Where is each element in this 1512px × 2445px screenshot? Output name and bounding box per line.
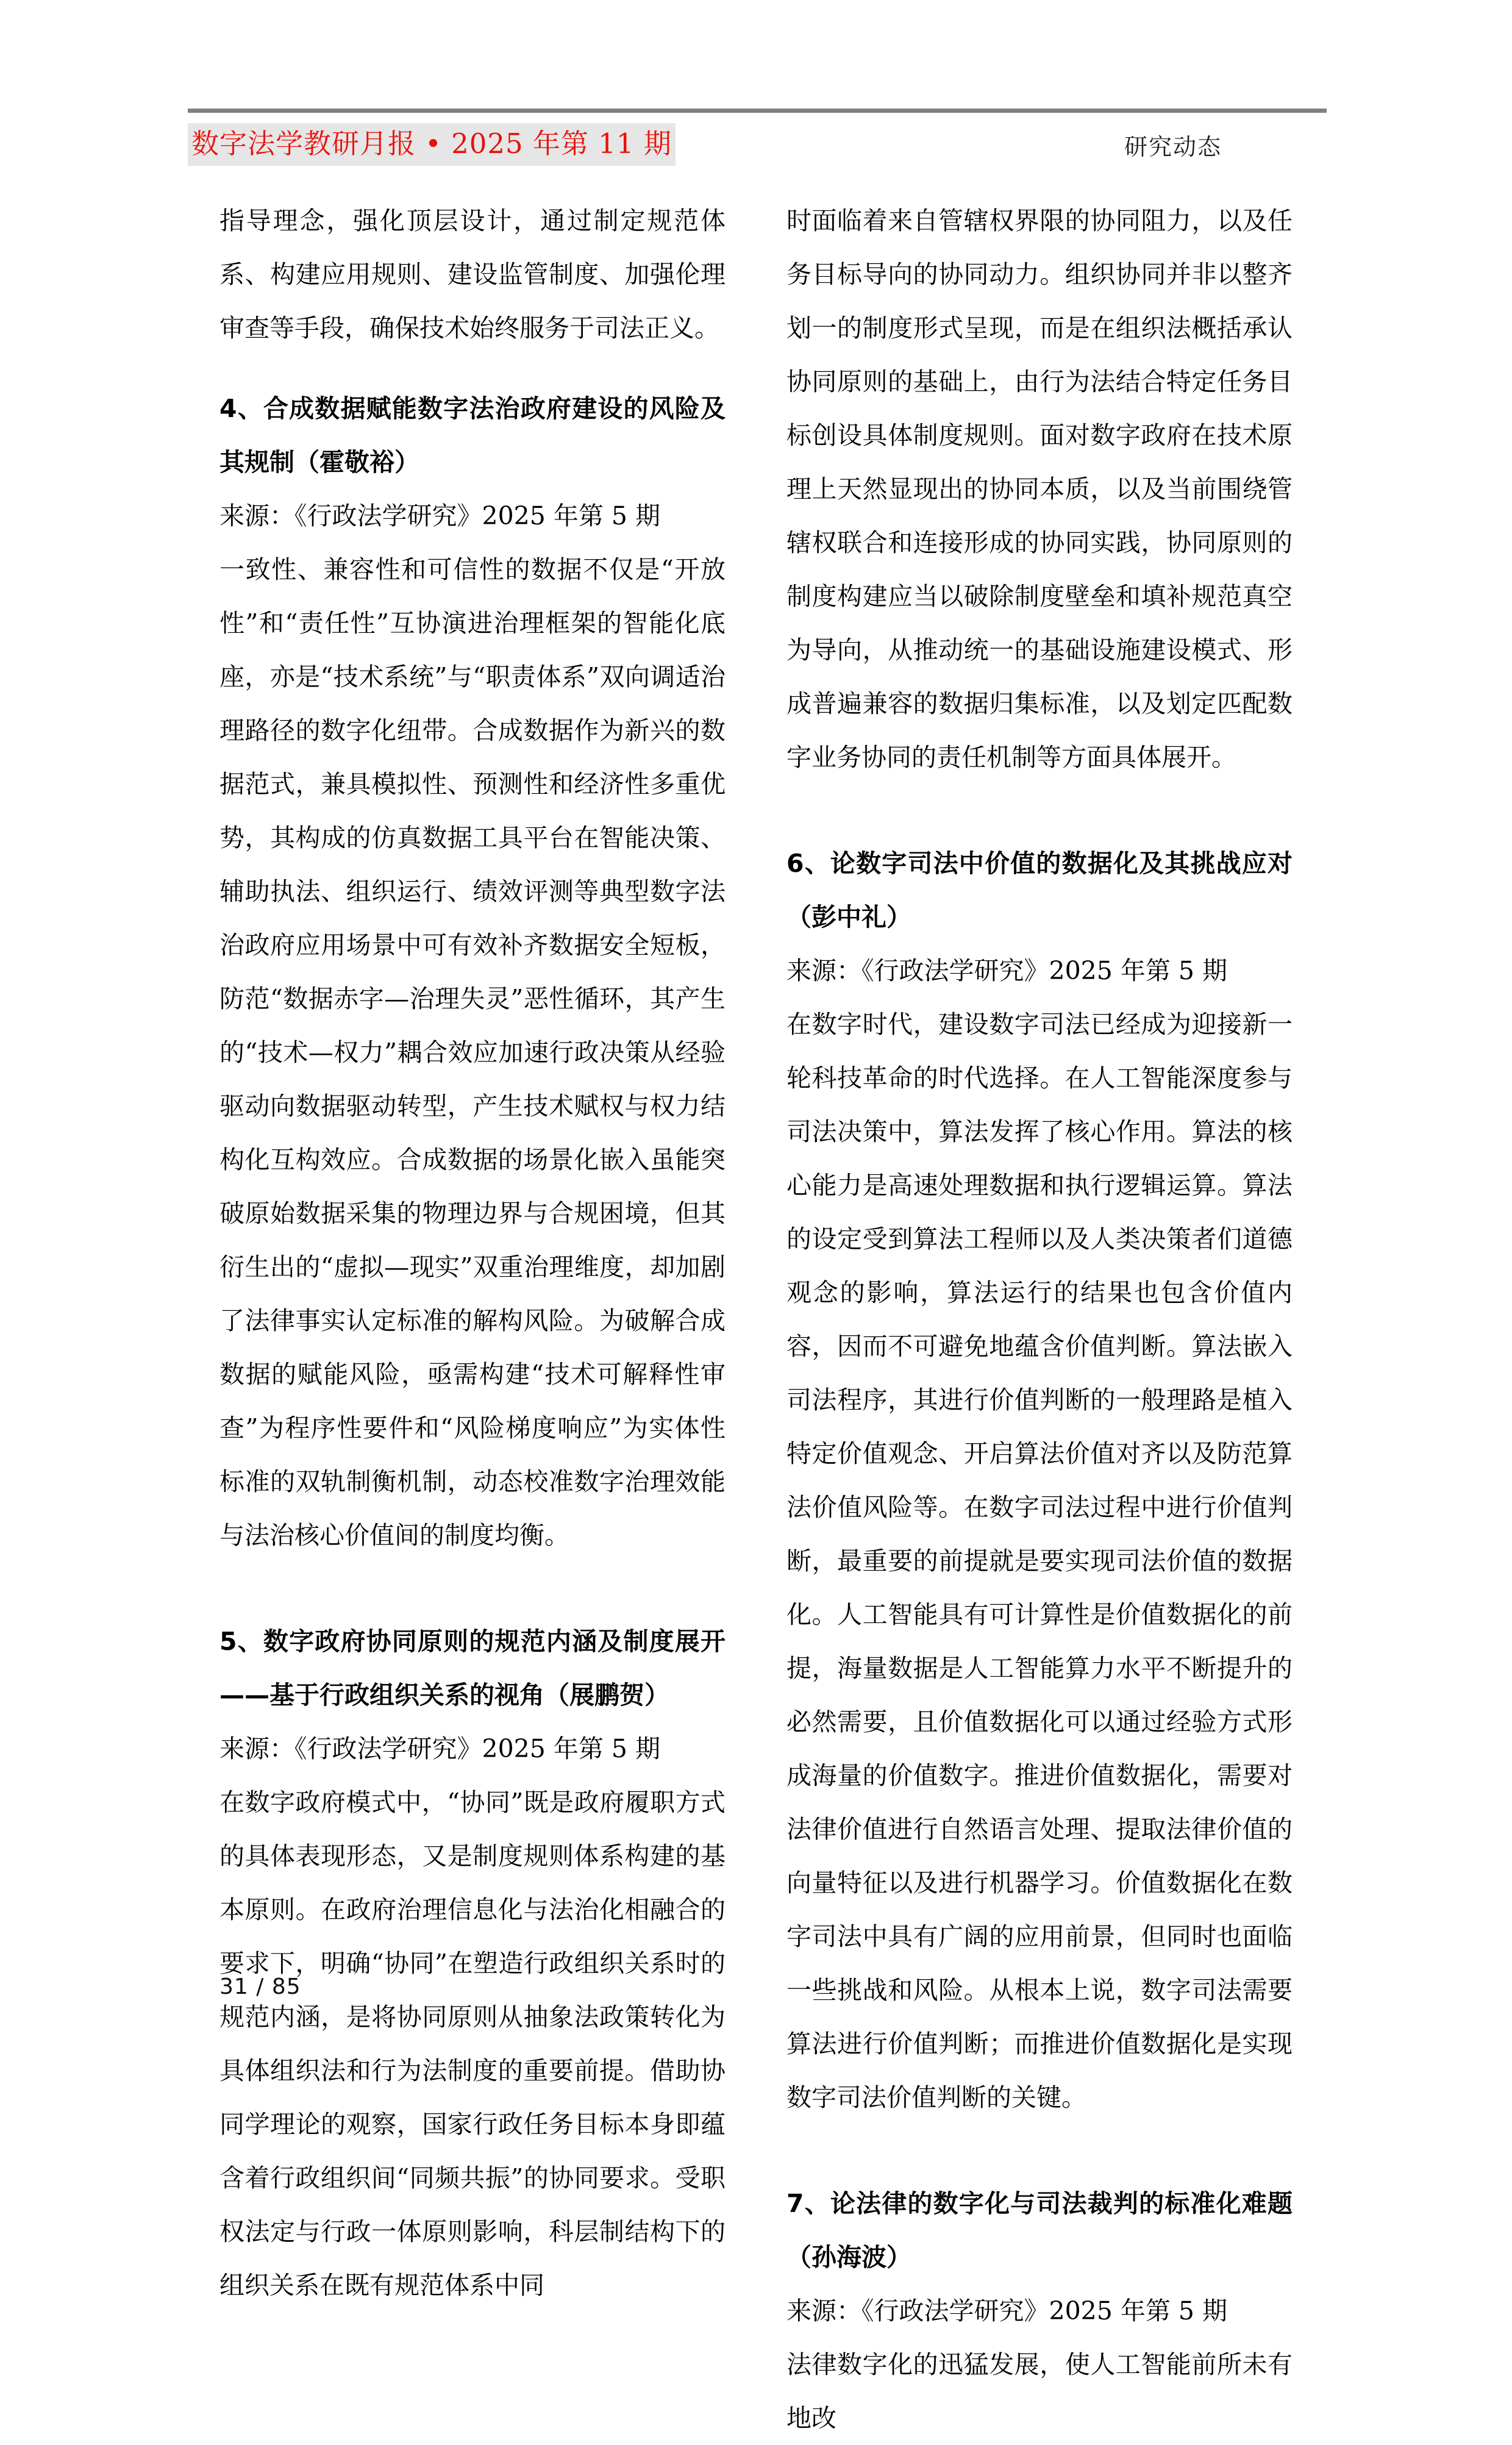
article-abstract-7: 法律数字化的迅猛发展，使人工智能前所未有地改 [786, 2350, 1293, 2433]
paragraph-spacer [219, 355, 726, 382]
section-label: 研究动态 [1124, 133, 1222, 160]
page-number: 31 / 85 [219, 1974, 301, 1999]
article-abstract-5: 在数字政府模式中，“协同”既是政府履职方式的具体表现形态，又是制度规则体系构建的基本原则。在政府治理信息化与法治化相融合的要求下，明确“协同”在塑造行政组织关系时的规范内涵，是将协同原则从抽象法政策转化为具体组织法和行为法制度的重要前提。借助协同学理论的观察，国家行政任务目标本身即蕴含着行政组织间“同频共振”的协同要求。受职权法定与行政一体原则影响，科层制结构下的组织关系在既有规范体系中同 [219, 1788, 726, 2300]
article-source-5: 来源：《行政法学研究》2025 年第 5 期 [219, 1734, 661, 1763]
continued-paragraph-left: 指导理念，强化顶层设计，通过制定规范体系、构建应用规则、建设监管制度、加强伦理审查等手段，确保技术始终服务于司法正义。 [219, 206, 726, 343]
publication-title: 数字法学教研月报 • 2025 年第 11 期 [188, 123, 676, 166]
article-abstract-6: 在数字时代，建设数字司法已经成为迎接新一轮科技革命的时代选择。在人工智能深度参与司法决策中，算法发挥了核心作用。算法的核心能力是高速处理数据和执行逻辑运算。算法的设定受到算法工程师以及人类决策者们道德观念的影响，算法运行的结果也包含价值内容，因而不可避免地蕴含价值判断。算法嵌入司法程序，其进行价值判断的一般理路是植入特定价值观念、开启算法价值对齐以及防范算法价值风险等。在数字司法过程中进行价值判断，最重要的前提就是要实现司法价值的数据化。人工智能具有可计算性是价值数据化的前提，海量数据是人工智能算力水平不断提升的必然需要，且价值数据化可以通过经验方式形成海量的价值数字。推进价值数据化，需要对法律价值进行自然语言处理、提取法律价值的向量特征以及进行机器学习。价值数据化在数字司法中具有广阔的应用前景，但同时也面临一些挑战和风险。从根本上说，数字司法需要算法进行价值判断；而推进价值数据化是实现数字司法价值判断的关键。 [786, 1010, 1293, 2112]
article-heading-4: 4、合成数据赋能数字法治政府建设的风险及其规制（霍敬裕） [219, 394, 726, 477]
article-source-4: 来源：《行政法学研究》2025 年第 5 期 [219, 501, 661, 530]
left-column [219, 194, 726, 2300]
header-divider-rule [188, 109, 1327, 113]
article-heading-7: 7、论法律的数字化与司法裁判的标准化难题（孙海波） [786, 2189, 1293, 2272]
section-spacer [786, 784, 1293, 837]
continued-paragraph-right: 时面临着来自管辖权界限的协同阻力，以及任务目标导向的协同动力。组织协同并非以整齐划一的制度形式呈现，而是在组织法概括承认协同原则的基础上，由行为法结合特定任务目标创设具体制度规则。面对数字政府在技术原理上天然显现出的协同本质，以及当前围绕管辖权联合和连接形成的协同实践，协同原则的制度构建应当以破除制度壁垒和填补规范真空为导向，从推动统一的基础设施建设模式、形成普遍兼容的数据归集标准，以及划定匹配数字业务协同的责任机制等方面具体展开。 [786, 206, 1293, 772]
article-heading-6: 6、论数字司法中价值的数据化及其挑战应对（彭中礼） [786, 849, 1293, 932]
section-spacer [786, 2124, 1293, 2177]
right-column [786, 194, 1293, 2433]
section-spacer [219, 1562, 726, 1615]
running-head [188, 117, 1327, 172]
two-column-body [219, 194, 1293, 2433]
article-source-6: 来源：《行政法学研究》2025 年第 5 期 [786, 956, 1228, 985]
article-abstract-4: 一致性、兼容性和可信性的数据不仅是“开放性”和“责任性”互协演进治理框架的智能化底座，亦是“技术系统”与“职责体系”双向调适治理路径的数字化纽带。合成数据作为新兴的数据范式，兼具模拟性、预测性和经济性多重优势，其构成的仿真数据工具平台在智能决策、辅助执法、组织运行、绩效评测等典型数字法治政府应用场景中可有效补齐数据安全短板，防范“数据赤字—治理失灵”恶性循环，其产生的“技术—权力”耦合效应加速行政决策从经验驱动向数据驱动转型，产生技术赋权与权力结构化互构效应。合成数据的场景化嵌入虽能突破原始数据采集的物理边界与合规困境，但其衍生出的“虚拟—现实”双重治理维度，却加剧了法律事实认定标准的解构风险。为破解合成数据的赋能风险，亟需构建“技术可解释性审查”为程序性要件和“风险梯度响应”为实体性标准的双轨制衡机制，动态校准数字治理效能与法治核心价值间的制度均衡。 [219, 555, 726, 1550]
article-heading-5: 5、数字政府协同原则的规范内涵及制度展开——基于行政组织关系的视角（展鹏贺） [219, 1627, 726, 1710]
article-source-7: 来源：《行政法学研究》2025 年第 5 期 [786, 2296, 1228, 2325]
